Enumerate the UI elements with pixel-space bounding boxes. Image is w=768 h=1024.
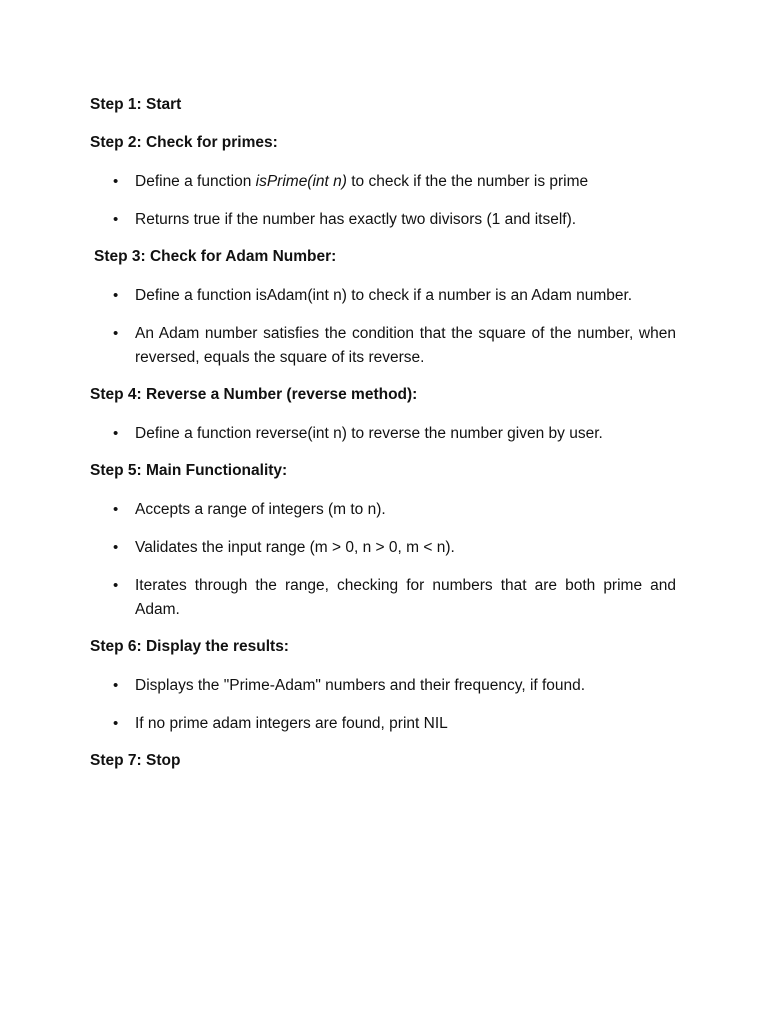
bullet-icon: • xyxy=(113,425,119,442)
step-heading: Step 1: Start xyxy=(90,96,182,113)
function-signature: isPrime(int n) xyxy=(255,173,347,190)
bullet-list xyxy=(90,284,676,370)
step-heading: Step 5: Main Functionality: xyxy=(90,462,288,479)
step-heading: Step 6: Display the results: xyxy=(90,638,289,655)
list-item-text: If no prime adam integers are found, print NIL xyxy=(135,715,448,732)
bullet-icon: • xyxy=(113,287,119,304)
list-item xyxy=(90,208,676,232)
bullet-icon: • xyxy=(113,677,119,694)
bullet-icon: • xyxy=(113,173,119,190)
list-item-text: to check if the the number is prime xyxy=(346,173,589,190)
bullet-icon: • xyxy=(113,501,119,518)
list-item-text: Iterates through the range, checking for numbers that are both prime and Adam. xyxy=(135,577,676,618)
list-item xyxy=(90,536,676,560)
list-item-text: Define a function isAdam(int n) to check if a number is an Adam number. xyxy=(135,287,633,304)
list-item-text: Displays the "Prime-Adam" numbers and their frequency, if found. xyxy=(135,677,586,694)
list-item xyxy=(90,712,676,736)
bullet-icon: • xyxy=(113,211,119,228)
list-item xyxy=(90,574,676,622)
bullet-icon: • xyxy=(113,577,119,594)
step-heading: Step 2: Check for primes: xyxy=(90,134,278,151)
bullet-list xyxy=(90,498,676,622)
step-heading: Step 4: Reverse a Number (reverse method): xyxy=(90,386,418,403)
list-item xyxy=(90,674,676,698)
step-heading: Step 7: Stop xyxy=(90,752,181,769)
list-item-text: Accepts a range of integers (m to n). xyxy=(135,501,386,518)
list-item-text: Define a function reverse(int n) to reverse the number given by user. xyxy=(135,425,603,442)
list-item xyxy=(90,170,676,194)
list-item xyxy=(90,322,676,370)
list-item xyxy=(90,284,676,308)
list-item xyxy=(90,422,676,446)
bullet-list xyxy=(90,422,676,446)
step-heading: Step 3: Check for Adam Number: xyxy=(94,248,337,265)
list-item xyxy=(90,498,676,522)
bullet-icon: • xyxy=(113,325,119,342)
bullet-list xyxy=(90,674,676,736)
list-item-text: An Adam number satisfies the condition that the square of the number, when reversed, equals the square of its reverse. xyxy=(135,325,676,366)
list-item-text: Validates the input range (m > 0, n > 0, m < n). xyxy=(135,539,455,556)
bullet-icon: • xyxy=(113,539,119,556)
list-item-text: Define a function xyxy=(135,173,256,190)
bullet-icon: • xyxy=(113,715,119,732)
bullet-list xyxy=(90,170,676,232)
list-item-text: Returns true if the number has exactly two divisors (1 and itself). xyxy=(135,211,577,228)
